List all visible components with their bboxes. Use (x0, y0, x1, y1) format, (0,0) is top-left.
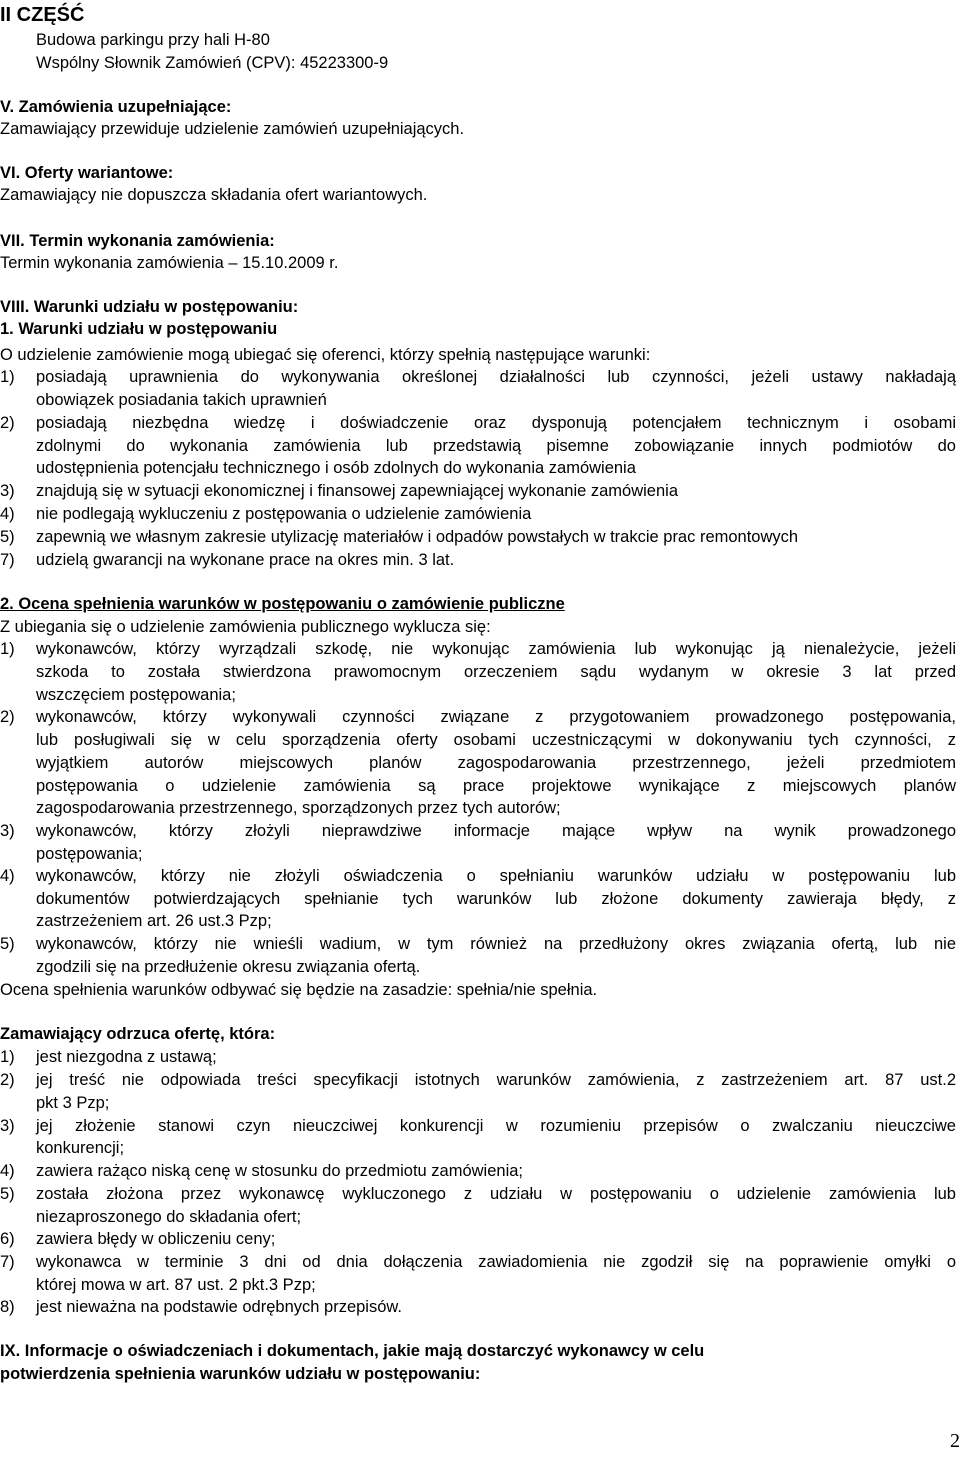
list-number: 8) (0, 1298, 15, 1316)
list-text: wykonawca w terminie 3 dni od dnia dołączenia zawiadomienia nie zgodził się na poprawienie omyłki o (36, 1253, 956, 1271)
part-title: II CZĘŚĆ (0, 4, 85, 26)
list-text: posiadają uprawnienia do wykonywania określonej działalności lub czynności, jeżeli ustawy nakładają (36, 368, 956, 386)
list-number: 3) (0, 482, 15, 500)
list-text: lub posługiwali się w celu sporządzenia oferty osobami uczestniczącymi w dokonywaniu tych czynności, z (36, 731, 956, 749)
list-text: nie podlegają wykluczeniu z postępowania o udzielenie zamówienia (36, 505, 532, 523)
list-number: 4) (0, 1162, 15, 1180)
list-text: jej złożenie stanowi czyn nieuczciwej konkurencji w rozumieniu przepisów o zwalczaniu nieuczciwe (36, 1117, 956, 1135)
section-v-title: V. Zamówienia uzupełniające: (0, 98, 232, 116)
list-text: wszczęciem postępowania; (36, 686, 236, 704)
list-text: wykonawców, którzy nie wnieśli wadium, w tym również na przedłużony okres związania ofertą, lub nie (36, 935, 956, 953)
list-text: dokumentów potwierdzających spełnianie tych warunków lub złożone dokumenty zawieraja błędy, z (36, 890, 956, 908)
list-number: 5) (0, 1185, 15, 1203)
list-text: udzielą gwarancji na wykonane prace na okres min. 3 lat. (36, 551, 455, 569)
list-number: 2) (0, 414, 15, 432)
list-text: posiadają niezbędna wiedzę i doświadczenie oraz dysponują potencjałem technicznym i osobami (36, 414, 956, 432)
list-number: 2) (0, 1071, 15, 1089)
list-text: wykonawców, którzy wykonywali czynności związane z przygotowaniem prowadzonego postępowania, (36, 708, 956, 726)
list-text: szkoda to została stwierdzona prawomocnym orzeczeniem sądu wydanym w okresie 3 lat przed (36, 663, 956, 681)
list-text: wykonawców, którzy wyrządzali szkodę, nie wykonując zamówienia lub wykonując ją nienależycie, jeżeli (36, 640, 956, 658)
section-viii-title: VIII. Warunki udziału w postępowaniu: (0, 298, 299, 316)
section-ix-title-line2: potwierdzenia spełnienia warunków udziału w postępowaniu: (0, 1365, 481, 1383)
conditions-intro: O udzielenie zamówienie mogą ubiegać się oferenci, którzy spełnią następujące warunki: (0, 346, 651, 364)
section-v-text: Zamawiający przewiduje udzielenie zamówień uzupełniających. (0, 120, 465, 138)
section-vii-text: Termin wykonania zamówienia – 15.10.2009 r. (0, 254, 339, 272)
list-text: konkurencji; (36, 1139, 125, 1157)
subsection-2-title: 2. Ocena spełnienia warunków w postępowaniu o zamówienie publiczne (0, 595, 565, 613)
list-number: 7) (0, 551, 15, 569)
list-text: zgodzili się na przedłużenie okresu związania ofertą. (36, 958, 421, 976)
list-text: postępowania o udzielenie zamówienia są prace projektowe wynikające z miejscowych planów (36, 777, 956, 795)
section-vi-title: VI. Oferty wariantowe: (0, 164, 174, 182)
list-text: jest nieważna na podstawie odrębnych przepisów. (36, 1298, 402, 1316)
list-number: 7) (0, 1253, 15, 1271)
list-number: 6) (0, 1230, 15, 1248)
list-text: obowiązek posiadania takich uprawnień (36, 391, 327, 409)
list-text: jest niezgodna z ustawą; (36, 1048, 217, 1066)
rejection-title: Zamawiający odrzuca ofertę, która: (0, 1025, 276, 1043)
subsection-1-title: 1. Warunki udziału w postępowaniu (0, 320, 278, 338)
list-text: postępowania; (36, 845, 143, 863)
list-number: 4) (0, 505, 15, 523)
list-number: 5) (0, 528, 15, 546)
assessment-rule: Ocena spełnienia warunków odbywać się będzie na zasadzie: spełnia/nie spełnia. (0, 981, 598, 999)
list-text: zawiera błędy w obliczeniu ceny; (36, 1230, 276, 1248)
list-text: wyjątkiem autorów miejscowych planów zagospodarowania przestrzennego, jeżeli przedmiotem (36, 754, 956, 772)
list-text: jej treść nie odpowiada treści specyfikacji istotnych warunków zamówienia, z zastrzeżeniem art. 87 ust.2 (36, 1071, 956, 1089)
cpv-code: Wspólny Słownik Zamówień (CPV): 45223300-9 (36, 54, 389, 72)
section-ix-title-line1: IX. Informacje o oświadczeniach i dokumentach, jakie mają dostarczyć wykonawcy w celu (0, 1342, 705, 1360)
list-text: zdolnymi do wykonania zamówienia lub przedstawią pisemne zobowiązanie innych podmiotów do (36, 437, 956, 455)
exclusions-intro: Z ubiegania się o udzielenie zamówienia publicznego wyklucza się: (0, 618, 491, 636)
list-text: wykonawców, którzy nie złożyli oświadczenia o spełnianiu warunków udziału w postępowaniu lub (36, 867, 956, 885)
list-text: zawiera rażąco niską cenę w stosunku do przedmiotu zamówienia; (36, 1162, 523, 1180)
list-number: 2) (0, 708, 15, 726)
list-number: 5) (0, 935, 15, 953)
section-vii-title: VII. Termin wykonania zamówienia: (0, 232, 275, 250)
list-text: znajdują się w sytuacji ekonomicznej i finansowej zapewniającej wykonanie zamówienia (36, 482, 679, 500)
list-text: niezaproszonego do składania ofert; (36, 1208, 302, 1226)
list-number: 3) (0, 1117, 15, 1135)
list-number: 1) (0, 640, 15, 658)
list-number: 4) (0, 867, 15, 885)
list-text: została złożona przez wykonawcę wykluczonego z udziału w postępowaniu o udzielenie zamówienia lub (36, 1185, 956, 1203)
list-text: zastrzeżeniem art. 26 ust.3 Pzp; (36, 912, 272, 930)
list-number: 3) (0, 822, 15, 840)
list-number: 1) (0, 1048, 15, 1066)
page-number: 2 (950, 1430, 960, 1452)
list-text: pkt 3 Pzp; (36, 1094, 110, 1112)
list-text: zapewnią we własnym zakresie utylizację materiałów i odpadów powstałych w trakcie prac remontowych (36, 528, 799, 546)
list-number: 1) (0, 368, 15, 386)
section-vi-text: Zamawiający nie dopuszcza składania ofert wariantowych. (0, 186, 428, 204)
project-name: Budowa parkingu przy hali H-80 (36, 31, 270, 49)
list-text: której mowa w art. 87 ust. 2 pkt.3 Pzp; (36, 1276, 316, 1294)
list-text: zagospodarowania przestrzennego, sporządzonych przez tych autorów; (36, 799, 561, 817)
list-text: udostępnienia potencjału technicznego i osób zdolnych do wykonania zamówienia (36, 459, 636, 477)
list-text: wykonawców, którzy złożyli nieprawdziwe informacje mające wpływ na wynik prowadzonego (36, 822, 956, 840)
